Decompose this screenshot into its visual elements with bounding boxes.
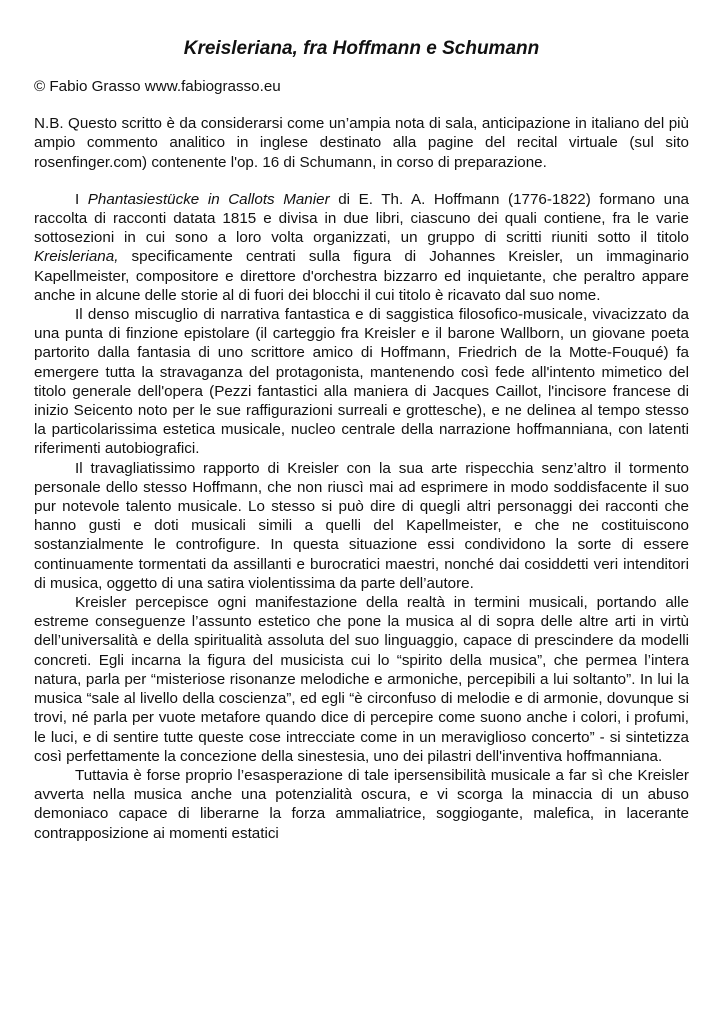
document-page	[34, 0, 689, 1024]
copyright-line: © Fabio Grasso www.fabiograsso.eu	[34, 78, 281, 95]
preliminary-note: N.B. Questo scritto è da considerarsi come un’ampia nota di sala, anticipazione in italiano del più ampio commento analitico in inglese destinato alla pagine del recital virtuale (sul sito rosenfinger.com) contenente l'op. 16 di Schumann, in corso di preparazione.	[34, 115, 689, 171]
paragraph-4: Kreisler percepisce ogni manifestazione della realtà in termini musicali, portando alle estreme conseguenze l’assunto estetico che pone la musica al di sopra delle altre arti in virtù dell’universalità e della spiritualità assoluta del suo linguaggio, capace di prescindere da modelli concreti. Egli incarna la figura del musicista cui lo “spirito della musica”, che permea l’intera natura, parla per “misteriose risonanze melodiche e armoniche, percepibili a lui soltanto”. In lui la musica “sale al livello della coscienza”, ed egli “è circonfuso di melodie e di armonie, dovunque si trovi, né parla per vuote metafore quando dice di percepire come suono anche i colori, i profumi, le luci, e di sentire tutte queste cose intrecciate come in un meraviglioso concerto” - si sintetizza così perfettamente la concezione della sinestesia, uno dei pilastri dell'inventiva hoffmanniana.	[34, 594, 689, 765]
document-title: Kreisleriana, fra Hoffmann e Schumann	[183, 38, 540, 59]
paragraph-1-text-c: di E. Th. A. Hoffmann (1776-1822) formano una raccolta di racconti datata 1815 e divisa in due libri, ciascuno dei quali contiene, fra le varie sottosezioni in cui sono a loro volta organizzati, un gruppo di scritti riuniti sotto il titolo	[34, 190, 689, 247]
paragraph-1-text-e: specificamente centrati sulla figura di Johannes Kreisler, un immaginario Kapellmeister, compositore e direttore d'orchestra bizzarro ed inquietante, che peraltro appare anche in alcune delle storie al di fuori dei blocchi il cui titolo è ricavato dal suo nome.	[34, 248, 689, 304]
work-title-phantasiestuecke: Phantasiestücke in Callots Manier	[87, 190, 330, 208]
paragraph-5: Tuttavia è forse proprio l’esasperazione di tale ipersensibilità musicale a far sì che Kreisler avverta nella musica anche una potenzialità oscura, e vi scorga la minaccia di un abuso demoniaco capace di liberarne la forza ammaliatrice, soggiogante, malefica, in lacerante contrapposizione ai momenti estatici	[34, 766, 689, 842]
essay-body	[34, 190, 689, 843]
paragraph-1-text-a: I	[75, 190, 88, 208]
paragraph-1	[34, 190, 689, 305]
paragraph-3: Il travagliatissimo rapporto di Kreisler con la sua arte rispecchia senz’altro il tormento personale dello stesso Hoffmann, che non riuscì mai ad esprimere in modo soddisfacente il suo pur notevole talento musicale. Lo stesso si può dire di quegli altri personaggi dei racconti che hanno gusti e doti musicali simili a quelli del Kapellmeister, e che ne costituiscono sostanzialmente le controfigure. In questa situazione essi condividono la sorte di essere continuamente tormentati da assillanti e burocratici maestri, nonché dai cosiddetti veri intenditori di musica, oggetto di una satira violentissima da parte dell’autore.	[34, 459, 689, 592]
paragraph-2: Il denso miscuglio di narrativa fantastica e di saggistica filosofico-musicale, vivacizzato da una punta di finzione epistolare (il carteggio fra Kreisler e il barone Wallborn, un giovane poeta partorito dalla fantasia di uno scrittore amico di Hoffmann, Friedrich de la Motte-Fouqué) fa emergere tutta la stravaganza del protagonista, mantenendo così fede all'intento mimetico del titolo generale dell'opera (Pezzi fantastici alla maniera di Jacques Caillot, l'incisore francese di inizio Seicento noto per le sue raffigurazioni surreali e grottesche), e ne delinea al tempo stesso la particolarissima estetica musicale, nucleo centrale della narrazione hoffmanniana, con latenti riferimenti autobiografici.	[34, 306, 689, 458]
work-title-kreisleriana: Kreisleriana,	[34, 248, 119, 266]
